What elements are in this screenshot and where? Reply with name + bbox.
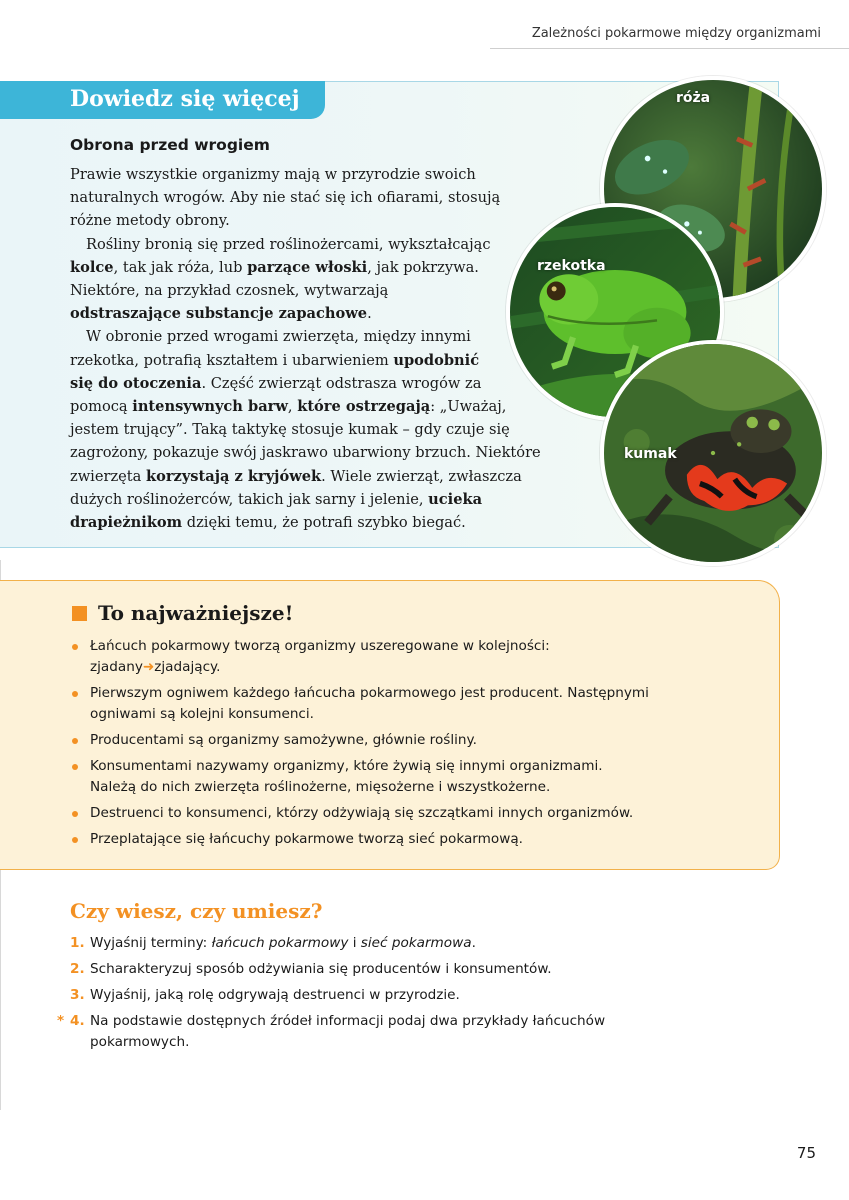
summary-item bbox=[72, 803, 762, 824]
summary-line: Pierwszym ogniwem każdego łańcucha pokarmowego jest producent. Następnymi bbox=[90, 685, 649, 701]
body-fragment: , tak jak róża, lub bbox=[113, 258, 248, 276]
emphasis: odstraszające substancje zapachowe bbox=[70, 305, 368, 323]
body-line bbox=[70, 302, 530, 325]
body-line bbox=[70, 372, 530, 395]
emphasis: które ostrzegają bbox=[297, 398, 431, 416]
tree-frog-label: rzekotka bbox=[537, 258, 606, 274]
emphasis: kolce bbox=[70, 258, 114, 276]
body-fragment: : „Uważaj, bbox=[430, 398, 507, 416]
term: łańcuch pokarmowy bbox=[211, 935, 349, 951]
page-number: 75 bbox=[796, 1144, 816, 1162]
bullet-icon bbox=[72, 764, 78, 770]
header-rule bbox=[490, 48, 849, 49]
summary-item bbox=[72, 683, 762, 725]
body-fragment: pomocą bbox=[70, 398, 133, 416]
quiz-item bbox=[70, 933, 750, 954]
quiz-number: 4. bbox=[70, 1013, 85, 1029]
body-fragment: dużych roślinożerców, takich jak sarny i jelenie, bbox=[70, 490, 429, 508]
body-fragment: . bbox=[367, 305, 372, 323]
body-line: różne metody obrony. bbox=[70, 212, 230, 230]
quiz-line: pokarmowych. bbox=[90, 1034, 190, 1050]
body-line: naturalnych wrogów. Aby nie stać się ich ofiarami, stosują bbox=[70, 189, 501, 207]
summary-line: Konsumentami nazywamy organizmy, które żywią się innymi organizmami. bbox=[90, 758, 603, 774]
summary-line: Destruenci to konsumenci, którzy odżywiają się szczątkami innych organizmów. bbox=[90, 805, 634, 821]
bullet-icon bbox=[72, 837, 78, 843]
star-icon: * bbox=[57, 1013, 65, 1029]
quiz-line bbox=[90, 933, 750, 954]
body-fragment: , bbox=[287, 398, 298, 416]
body-fragment: dzięki temu, że potrafi szybko biegać. bbox=[182, 514, 466, 532]
body-line: Rośliny bronią się przed roślinożercami, wykształcając bbox=[86, 235, 491, 253]
bullet-icon bbox=[72, 811, 78, 817]
emphasis: się do otoczenia bbox=[70, 374, 202, 392]
body-fragment: . Wiele zwierząt, zwłaszcza bbox=[321, 467, 522, 485]
body-fragment: zwierzęta bbox=[70, 467, 146, 485]
summary-line: Łańcuch pokarmowy tworzą organizmy uszeregowane w kolejności: bbox=[90, 638, 550, 654]
emphasis: ucieka bbox=[428, 490, 483, 508]
quiz-number: 3. bbox=[70, 987, 85, 1003]
summary-fragment: zjadający. bbox=[154, 659, 221, 675]
emphasis: intensywnych barw bbox=[132, 398, 288, 416]
fire-bellied-toad-label: kumak bbox=[624, 446, 677, 462]
body-fragment: . Część zwierząt odstrasza wrogów za bbox=[201, 374, 482, 392]
quiz-line: Scharakteryzuj sposób odżywiania się producentów i konsumentów. bbox=[90, 961, 552, 977]
summary-title: To najważniejsze! bbox=[98, 601, 294, 625]
body-fragment: rzekotka, potrafią kształtem i ubarwieniem bbox=[70, 351, 394, 369]
quiz-number: 1. bbox=[70, 935, 85, 951]
rose-label: róża bbox=[676, 90, 711, 106]
quiz-item bbox=[70, 985, 750, 1006]
quiz-fragment: Wyjaśnij terminy: bbox=[90, 935, 212, 951]
body-line: Niektóre, na przykład czosnek, wytwarzają bbox=[70, 282, 389, 300]
summary-item bbox=[72, 829, 762, 850]
summary-line: Przeplatające się łańcuchy pokarmowe tworzą sieć pokarmową. bbox=[90, 831, 523, 847]
quiz-number: 2. bbox=[70, 961, 85, 977]
summary-list bbox=[72, 636, 762, 855]
summary-square-marker bbox=[72, 606, 87, 621]
quiz-fragment: i bbox=[348, 935, 361, 951]
body-line bbox=[70, 488, 530, 511]
quiz-line: Wyjaśnij, jaką rolę odgrywają destruenci w przyrodzie. bbox=[90, 987, 460, 1003]
term: sieć pokarmowa bbox=[360, 935, 472, 951]
body-line: jestem trujący”. Taką taktykę stosuje kumak – gdy czuje się bbox=[70, 421, 510, 439]
body-fragment: , jak pokrzywa. bbox=[367, 258, 479, 276]
quiz-list bbox=[57, 933, 750, 1058]
learn-more-title: Dowiedz się więcej bbox=[70, 86, 300, 112]
body-line: Prawie wszystkie organizmy mają w przyrodzie swoich bbox=[70, 166, 476, 183]
quiz-title: Czy wiesz, czy umiesz? bbox=[70, 899, 323, 923]
emphasis: parzące włoski bbox=[247, 258, 368, 276]
summary-line: Producentami są organizmy samożywne, głównie rośliny. bbox=[90, 732, 477, 748]
summary-item bbox=[72, 636, 762, 678]
body-line bbox=[70, 256, 530, 279]
summary-item bbox=[72, 730, 762, 751]
running-title: Zależności pokarmowe między organizmami bbox=[531, 26, 821, 41]
bullet-icon bbox=[72, 738, 78, 744]
body-line bbox=[70, 465, 530, 488]
quiz-item bbox=[57, 1011, 750, 1053]
summary-fragment: zjadany bbox=[90, 659, 143, 675]
quiz-item bbox=[70, 959, 750, 980]
summary-line: ogniwami są kolejni konsumenci. bbox=[90, 706, 315, 722]
quiz-fragment: . bbox=[471, 935, 476, 951]
quiz-line: Na podstawie dostępnych źródeł informacji podaj dwa przykłady łańcuchów bbox=[90, 1013, 606, 1029]
summary-line: Należą do nich zwierzęta roślinożerne, mięsożerne i wszystkożerne. bbox=[90, 779, 551, 795]
learn-more-body bbox=[70, 163, 541, 534]
emphasis: upodobnić bbox=[393, 351, 480, 369]
summary-line bbox=[90, 657, 762, 678]
summary-item bbox=[72, 756, 762, 798]
body-line bbox=[70, 511, 530, 534]
emphasis: drapieżnikom bbox=[70, 514, 183, 532]
arrow-right-icon: ➜ bbox=[142, 659, 155, 675]
section-subtitle: Obrona przed wrogiem bbox=[70, 136, 270, 154]
bullet-icon bbox=[72, 691, 78, 697]
body-line bbox=[70, 395, 530, 418]
body-line: W obronie przed wrogami zwierzęta, między innymi bbox=[86, 328, 471, 346]
bullet-icon bbox=[72, 644, 78, 650]
emphasis: korzystają z kryjówek bbox=[146, 467, 322, 485]
body-line bbox=[70, 349, 530, 372]
body-line: zagrożony, pokazuje swój jaskrawo ubarwiony brzuch. Niektóre bbox=[70, 444, 541, 462]
